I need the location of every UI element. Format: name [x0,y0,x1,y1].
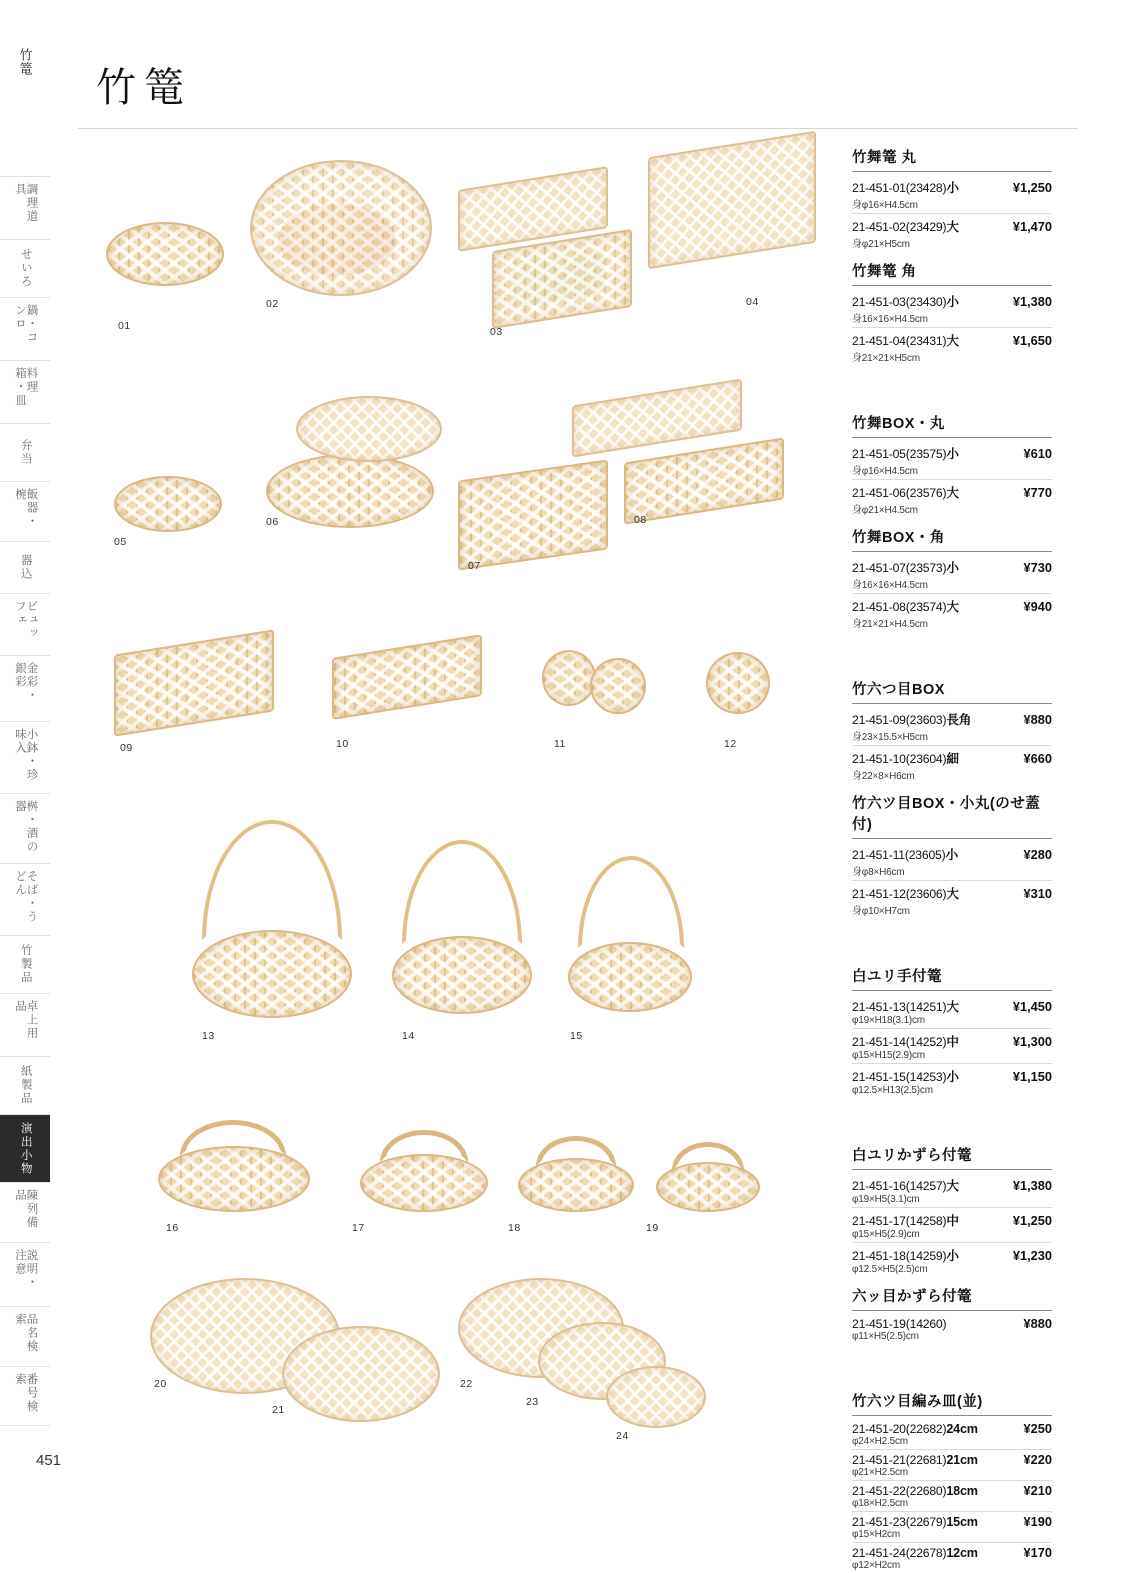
price-row [852,1543,1052,1560]
price-group-heading: 竹六ツ目BOX・小丸(のせ蓋付) [852,796,1041,833]
spacer [852,1098,1052,1144]
sidebar-item-4[interactable] [0,423,50,481]
photo-caption-10: 10 [336,738,349,750]
sidebar-item-14[interactable] [0,1056,50,1114]
divider [852,1415,1052,1416]
sidebar-item-3[interactable] [0,360,50,423]
sidebar-item-label: 説明・注意 [14,1249,38,1290]
product-price: ¥1,650 [1012,333,1052,348]
product-spec: 身φ21×H4.5cm [852,505,918,516]
product-price: ¥1,150 [1012,1069,1052,1084]
product-price: ¥190 [1023,1514,1052,1529]
product-code: 21-451-10(23604)細 [852,752,959,766]
sidebar-item-5[interactable] [0,481,50,541]
photo-caption-23: 23 [526,1396,539,1408]
sidebar-item-9[interactable] [0,721,50,793]
price-row [852,480,1052,501]
product-photo-13 [188,820,356,1020]
page-title: 竹篭 [96,65,192,110]
side-tab-list [0,176,50,1426]
price-row [852,1512,1052,1529]
product-photo-area [60,130,850,1450]
sidebar-item-label: 料理箱・皿 [14,367,38,408]
photo-caption-12: 12 [724,738,737,750]
spacer [852,366,1052,412]
product-price: ¥610 [1023,446,1052,461]
product-code: 21-451-17(14258)中 [852,1214,959,1228]
price-row [852,1481,1052,1498]
product-code: 21-451-14(14252)中 [852,1035,959,1049]
product-photo-09 [114,629,274,736]
sidebar-item-label: 飯器・椀 [14,488,38,529]
product-price: ¥1,470 [1012,219,1052,234]
product-price: ¥1,250 [1012,180,1052,195]
product-spec: φ15×H5(2.9)cm [852,1229,920,1240]
price-group-7 [852,1144,1052,1275]
photo-caption-07: 07 [468,560,481,572]
product-code: 21-451-13(14251)大 [852,1000,959,1014]
photo-caption-24: 24 [616,1430,629,1442]
product-price: ¥310 [1023,886,1052,901]
product-code: 21-451-04(23431)大 [852,334,959,348]
sidebar-item-2[interactable] [0,297,50,360]
title-divider [78,128,1078,129]
sidebar-item-label: ビュッフェ [14,600,38,641]
price-row [852,994,1052,1015]
sidebar-item-label: そば・うどん [14,870,38,924]
product-code: 21-451-22(22680)18cm [852,1484,978,1498]
sidebar-item-label: 竹製品 [19,944,32,985]
price-row [852,441,1052,462]
divider [852,285,1052,286]
product-price: ¥940 [1023,599,1052,614]
price-row [852,214,1052,235]
product-code: 21-451-03(23430)小 [852,295,959,309]
price-row [852,1314,1052,1331]
product-spec: 身21×21×H5cm [852,353,920,364]
product-spec: 身21×21×H4.5cm [852,619,928,630]
product-photo-05 [114,476,222,532]
product-spec: φ19×H18(3.1)cm [852,1015,925,1026]
price-row [852,842,1052,863]
product-photo-01 [106,222,224,286]
sidebar-item-7[interactable] [0,593,50,655]
price-list [852,146,1052,1573]
price-group-heading: 白ユリかずら付篭 [852,1148,972,1164]
sidebar-item-8[interactable] [0,655,50,721]
divider [852,990,1052,991]
product-code: 21-451-24(22678)12cm [852,1546,978,1560]
product-price: ¥280 [1023,847,1052,862]
product-spec: φ12.5×H5(2.5)cm [852,1264,928,1275]
price-row [852,1064,1052,1085]
sidebar-item-label: 小鉢・珍味入 [14,728,38,782]
product-spec: φ15×H2cm [852,1529,900,1540]
sidebar-item-18[interactable] [0,1306,50,1366]
product-code: 21-451-19(14260) [852,1317,947,1331]
product-photo-02 [250,160,432,300]
sidebar-item-label: 鍋・コンロ [14,304,38,345]
price-row [852,594,1052,615]
photo-caption-15: 15 [570,1030,583,1042]
price-row [852,1419,1052,1436]
product-photo-06 [252,396,440,528]
product-price: ¥730 [1023,560,1052,575]
sidebar-item-6[interactable] [0,541,50,593]
product-price: ¥1,250 [1012,1213,1052,1228]
product-photo-16 [158,1120,314,1216]
product-photo-24 [606,1366,706,1428]
product-code: 21-451-09(23603)長角 [852,713,972,727]
divider [852,551,1052,552]
product-price: ¥1,230 [1012,1248,1052,1263]
photo-caption-14: 14 [402,1030,415,1042]
sidebar-item-label: 器込 [19,554,32,581]
price-row [852,1029,1052,1050]
product-price: ¥770 [1023,485,1052,500]
photo-caption-22: 22 [460,1378,473,1390]
sidebar-item-enshutsu-komono[interactable] [0,1114,50,1182]
side-tab-current-label: 竹篭 [17,48,33,76]
divider [852,171,1052,172]
product-photo-19 [656,1142,764,1220]
product-price: ¥880 [1023,712,1052,727]
divider [852,703,1052,704]
product-code: 21-451-06(23576)大 [852,486,959,500]
product-code: 21-451-18(14259)小 [852,1249,959,1263]
product-price: ¥170 [1023,1545,1052,1560]
price-group-heading: 竹舞篭 丸 [852,150,917,166]
price-group-heading: 竹舞篭 角 [852,264,917,280]
sidebar-item-16[interactable] [0,1182,50,1242]
product-code: 21-451-12(23606)大 [852,887,959,901]
price-group-heading: 竹舞BOX・角 [852,530,945,546]
sidebar-item-1[interactable] [0,239,50,297]
photo-caption-02: 02 [266,298,279,310]
price-group-heading: 白ユリ手付篭 [852,969,942,985]
price-row [852,175,1052,196]
product-photo-14 [390,840,536,1018]
product-code: 21-451-23(22679)15cm [852,1515,978,1529]
product-spec: φ12.5×H13(2.5)cm [852,1085,933,1096]
sidebar-item-label: 金彩・銀彩 [14,662,38,703]
product-spec: φ11×H5(2.5)cm [852,1331,919,1342]
product-spec: φ18×H2.5cm [852,1498,908,1509]
product-spec: 身φ8×H6cm [852,867,905,878]
product-spec: 身φ16×H4.5cm [852,466,918,477]
product-spec: 身φ16×H4.5cm [852,200,918,211]
product-price: ¥250 [1023,1421,1052,1436]
page-number: 451 [36,1452,62,1469]
spacer [852,1344,1052,1390]
sidebar-item-label: せいろ [19,248,32,289]
spacer [852,919,1052,965]
divider [852,838,1052,839]
product-code: 21-451-20(22682)24cm [852,1422,978,1436]
sidebar-item-13[interactable] [0,993,50,1056]
sidebar-item-label: 陳列備品 [14,1189,38,1230]
product-code: 21-451-02(23429)大 [852,220,959,234]
product-code: 21-451-11(23605)小 [852,848,958,862]
product-price: ¥1,380 [1012,294,1052,309]
product-price: ¥1,300 [1012,1034,1052,1049]
price-row [852,328,1052,349]
product-spec: φ19×H5(3.1)cm [852,1194,920,1205]
sidebar-item-label: 品名検索 [14,1313,38,1354]
product-photo-11 [542,650,652,716]
divider [852,437,1052,438]
product-price: ¥660 [1023,751,1052,766]
product-code: 21-451-15(14253)小 [852,1070,959,1084]
product-spec: φ12×H2cm [852,1560,900,1571]
photo-caption-04: 04 [746,296,759,308]
product-photo-08 [572,392,792,522]
photo-caption-03: 03 [490,326,503,338]
photo-caption-06: 06 [266,516,279,528]
product-spec: 身φ21×H5cm [852,239,910,250]
sidebar-item-11[interactable] [0,863,50,935]
photo-caption-17: 17 [352,1222,365,1234]
product-spec: 身16×16×H4.5cm [852,314,928,325]
product-spec: φ21×H2.5cm [852,1467,908,1478]
price-row [852,746,1052,767]
divider [852,1169,1052,1170]
photo-caption-09: 09 [120,742,133,754]
product-code: 21-451-01(23428)小 [852,181,959,195]
price-group-3 [852,526,1052,630]
price-group-heading: 竹舞BOX・丸 [852,416,945,432]
product-price: ¥220 [1023,1452,1052,1467]
sidebar-item-label: 番号検索 [14,1373,38,1414]
price-group-heading: 竹六つ目BOX [852,682,945,698]
spacer [852,632,1052,678]
sidebar-item-label: 桝・酒の器 [14,800,38,854]
product-spec: 身22×8×H6cm [852,771,915,782]
photo-caption-11: 11 [554,738,566,750]
product-code: 21-451-21(22681)21cm [852,1453,978,1467]
price-row [852,1243,1052,1264]
sidebar-item-17[interactable] [0,1242,50,1306]
product-spec: φ15×H15(2.9)cm [852,1050,925,1061]
side-tab-current-section [0,36,50,88]
photo-caption-19: 19 [646,1222,659,1234]
photo-caption-05: 05 [114,536,127,548]
price-row [852,289,1052,310]
product-code: 21-451-07(23573)小 [852,561,959,575]
price-group-6 [852,965,1052,1096]
photo-caption-16: 16 [166,1222,179,1234]
product-photo-04 [648,131,816,270]
price-group-4 [852,678,1052,782]
photo-caption-20: 20 [154,1378,167,1390]
price-group-heading: 竹六ツ目編み皿(並) [852,1394,983,1410]
product-price: ¥880 [1023,1316,1052,1331]
product-photo-18 [518,1136,638,1220]
product-photo-21 [282,1326,440,1422]
price-row [852,881,1052,902]
product-photo-03 [458,178,650,340]
price-group-2 [852,412,1052,516]
product-price: ¥1,380 [1012,1178,1052,1193]
product-price: ¥210 [1023,1483,1052,1498]
product-code: 21-451-16(14257)大 [852,1179,959,1193]
product-spec: φ24×H2.5cm [852,1436,908,1447]
product-photo-17 [360,1130,492,1218]
photo-caption-13: 13 [202,1030,215,1042]
price-group-heading: 六ッ目かずら付篭 [852,1289,972,1305]
price-group-8 [852,1285,1052,1342]
product-code: 21-451-08(23574)大 [852,600,959,614]
sidebar-item-label: 弁当 [19,439,32,466]
product-price: ¥1,450 [1012,999,1052,1014]
sidebar-item-label: 卓上用品 [14,1000,38,1041]
price-group-0 [852,146,1052,250]
price-group-5 [852,792,1052,917]
product-spec: 身16×16×H4.5cm [852,580,928,591]
side-tab-rail [0,0,52,1500]
sidebar-item-19[interactable] [0,1366,50,1426]
photo-caption-01: 01 [118,320,131,332]
divider [852,1310,1052,1311]
price-group-1 [852,260,1052,364]
product-photo-12 [706,652,770,714]
product-spec: 身23×15.5×H5cm [852,732,928,743]
photo-caption-08: 08 [634,514,647,526]
sidebar-item-0[interactable] [0,176,50,239]
price-group-9 [852,1390,1052,1571]
photo-caption-18: 18 [508,1222,521,1234]
sidebar-item-label: 演出小物 [19,1121,32,1176]
photo-caption-21: 21 [272,1404,285,1416]
price-row [852,1173,1052,1194]
price-row [852,1450,1052,1467]
price-row [852,1208,1052,1229]
sidebar-item-12[interactable] [0,935,50,993]
sidebar-item-label: 調理道具 [14,183,38,224]
price-row [852,555,1052,576]
sidebar-item-label: 紙製品 [19,1065,32,1106]
product-code: 21-451-05(23575)小 [852,447,959,461]
price-row [852,707,1052,728]
product-spec: 身φ10×H7cm [852,906,910,917]
product-photo-15 [568,856,698,1014]
sidebar-item-10[interactable] [0,793,50,863]
product-photo-10 [332,634,482,720]
